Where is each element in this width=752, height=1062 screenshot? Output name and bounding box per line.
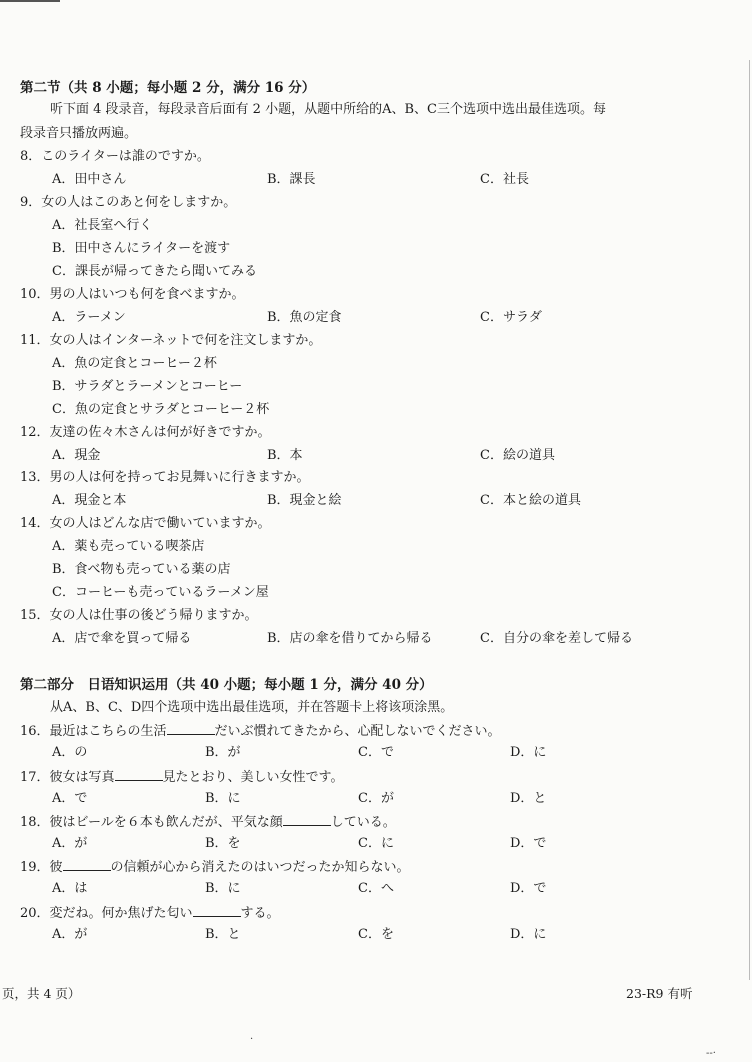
question-9: 9．女の人はこのあと何をしますか。 xyxy=(20,195,237,210)
option-b: B．田中さんにライターを渡す xyxy=(52,241,231,256)
option-a: A．店で傘を買って帰る xyxy=(52,631,192,646)
answer-blank xyxy=(63,858,111,871)
section-heading: 第二节（共 8 小题；每小题 2 分，满分 16 分） xyxy=(20,80,316,96)
option-b: B．サラダとラーメンとコーヒー xyxy=(52,379,243,394)
part-heading: 第二部分 日语知识运用（共 40 小题；每小题 1 分，满分 40 分） xyxy=(20,677,433,693)
question-11: 11．女の人はインターネットで何を注文しますか。 xyxy=(20,333,322,348)
answer-blank xyxy=(283,813,331,826)
option-d: D．で xyxy=(510,881,547,896)
option-d: D．に xyxy=(510,745,547,760)
option-b: B．魚の定食 xyxy=(267,310,342,325)
option-c: C．で xyxy=(358,745,394,760)
option-a: A．社長室へ行く xyxy=(52,218,153,233)
page-footer-left: 页，共 4 页） xyxy=(2,986,81,1001)
option-a: A．ラーメン xyxy=(52,310,126,325)
option-b: B．と xyxy=(205,927,241,942)
scan-edge-line xyxy=(749,60,750,980)
option-b: B．が xyxy=(205,745,241,760)
page-footer-right: 23-R9 有听 xyxy=(626,986,693,1001)
question-text: 20．変だね。何か焦げた匂い xyxy=(20,906,193,921)
question-text: 16．最近はこちらの生活 xyxy=(20,724,167,739)
option-a: A．現金と本 xyxy=(52,493,127,508)
question-text: 18．彼はビールを６本も飲んだが、平気な顔 xyxy=(20,815,283,830)
option-c: C．を xyxy=(358,927,394,942)
option-c: C．へ xyxy=(358,881,394,896)
option-c: C．コーヒーも売っているラーメン屋 xyxy=(52,585,269,600)
option-a: A．薬も売っている喫茶店 xyxy=(52,539,205,554)
question-12: 12．友達の佐々木さんは何が好きですか。 xyxy=(20,425,271,440)
question-19 xyxy=(20,858,410,876)
answer-blank xyxy=(115,768,163,781)
part-instruction: 从A、B、C、D四个选项中选出最佳选项，并在答题卡上将该项涂黑。 xyxy=(50,700,454,715)
option-a: A．が xyxy=(52,927,88,942)
question-text-cont: している。 xyxy=(330,815,396,830)
option-b: B．に xyxy=(205,881,241,896)
option-c: C．に xyxy=(358,836,394,851)
question-18 xyxy=(20,813,396,831)
question-text-cont: だいぶ慣れてきたから、心配しないでください。 xyxy=(214,724,501,739)
answer-blank xyxy=(193,904,241,917)
option-d: D．と xyxy=(510,791,547,806)
option-a: A．で xyxy=(52,791,88,806)
option-a: A．田中さん xyxy=(52,172,127,187)
option-a: A．の xyxy=(52,745,88,760)
option-c: C．サラダ xyxy=(480,310,542,325)
option-b: B．店の傘を借りてから帰る xyxy=(267,631,433,646)
question-text-cont: の信頼が心から消えたのはいつだったか知らない。 xyxy=(110,860,410,875)
option-c: C．社長 xyxy=(480,172,529,187)
section-instruction: 听下面 4 段录音，每段录音后面有 2 小题，从题中所给的A、B、C三个选项中选出最佳选项。每 xyxy=(50,102,606,117)
question-14: 14．女の人はどんな店で働いていますか。 xyxy=(20,516,271,531)
answer-blank xyxy=(167,722,215,735)
question-text: 17．彼女は写真 xyxy=(20,770,115,785)
option-b: B．本 xyxy=(267,448,303,463)
scan-top-line xyxy=(0,0,60,2)
option-a: A．は xyxy=(52,881,88,896)
option-c: C．が xyxy=(358,791,394,806)
section-instruction-cont: 段录音只播放两遍。 xyxy=(20,126,138,141)
question-17 xyxy=(20,768,344,786)
option-b: B．食べ物も売っている薬の店 xyxy=(52,562,231,577)
question-20 xyxy=(20,904,280,922)
option-d: D．で xyxy=(510,836,547,851)
question-text-cont: する。 xyxy=(240,906,280,921)
option-c: C．本と絵の道具 xyxy=(480,493,581,508)
question-text-cont: 見たとおり、美しい女性です。 xyxy=(162,770,344,785)
option-b: B．現金と絵 xyxy=(267,493,342,508)
question-8: 8．このライターは誰のですか。 xyxy=(20,149,210,164)
scan-speck: · xyxy=(250,1034,254,1045)
question-text: 19．彼 xyxy=(20,860,63,875)
question-10: 10．男の人はいつも何を食べますか。 xyxy=(20,287,245,302)
option-b: B．を xyxy=(205,836,241,851)
question-16 xyxy=(20,722,501,740)
option-c: C．自分の傘を差して帰る xyxy=(480,631,633,646)
option-c: C．課長が帰ってきたら聞いてみる xyxy=(52,264,257,279)
option-b: B．課長 xyxy=(267,172,316,187)
question-15: 15．女の人は仕事の後どう帰りますか。 xyxy=(20,608,258,623)
option-c: C．絵の道具 xyxy=(480,448,555,463)
option-a: A．現金 xyxy=(52,448,101,463)
option-c: C．魚の定食とサラダとコーヒー２杯 xyxy=(52,402,270,417)
question-13: 13．男の人は何を持ってお見舞いに行きますか。 xyxy=(20,470,310,485)
option-a: A．魚の定食とコーヒー２杯 xyxy=(52,356,217,371)
option-b: B．に xyxy=(205,791,241,806)
option-d: D．に xyxy=(510,927,547,942)
option-a: A．が xyxy=(52,836,88,851)
scan-speck: --· xyxy=(706,1048,716,1059)
